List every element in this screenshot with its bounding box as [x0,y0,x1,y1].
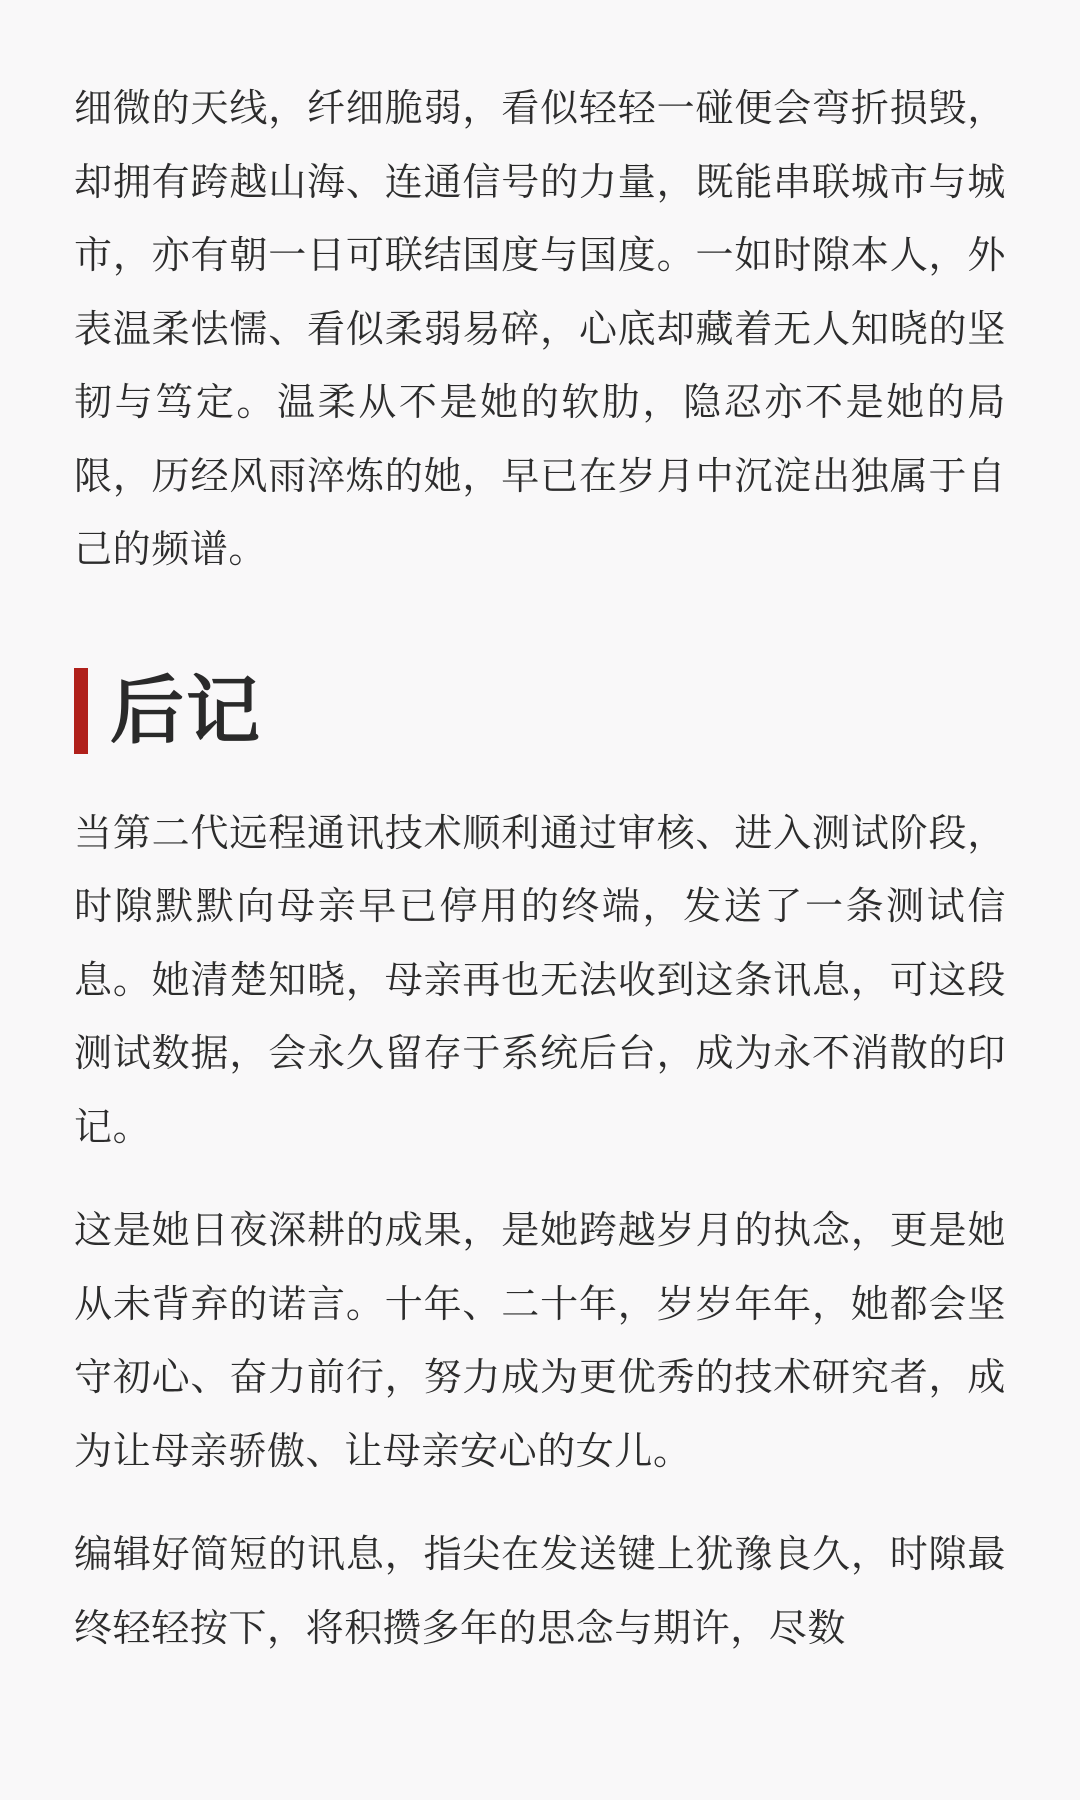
section-paragraph: 当第二代远程通讯技术顺利通过审核、进入测试阶段，时隙默默向母亲早已停用的终端，发送了一条测试信息。她清楚知晓，母亲再也无法收到这条讯息，可这段测试数据，会永久留存于系统后台，成为永不消散的印记。 [74,810,1006,1149]
heading-accent-bar [74,668,88,754]
section-title: 后记 [110,667,262,754]
section-paragraph: 编辑好简短的讯息，指尖在发送键上犹豫良久，时隙最终轻轻按下，将积攒多年的思念与期许，尽数 [74,1532,1006,1650]
intro-paragraph: 细微的天线，纤细脆弱，看似轻轻一碰便会弯折损毁，却拥有跨越山海、连通信号的力量，既能串联城市与城市，亦有朝一日可联结国度与国度。一如时隙本人，外表温柔怯懦、看似柔弱易碎，心底却藏着无人知晓的坚韧与笃定。温柔从不是她的软肋，隐忍亦不是她的局限，历经风雨淬炼的她，早已在岁月中沉淀出独属于自己的频谱。 [74,86,1006,571]
section-heading [74,667,1006,755]
section-paragraph: 这是她日夜深耕的成果，是她跨越岁月的执念，更是她从未背弃的诺言。十年、二十年，岁岁年年，她都会坚守初心、奋力前行，努力成为更优秀的技术研究者，成为让母亲骄傲、让母亲安心的女儿。 [74,1208,1006,1473]
